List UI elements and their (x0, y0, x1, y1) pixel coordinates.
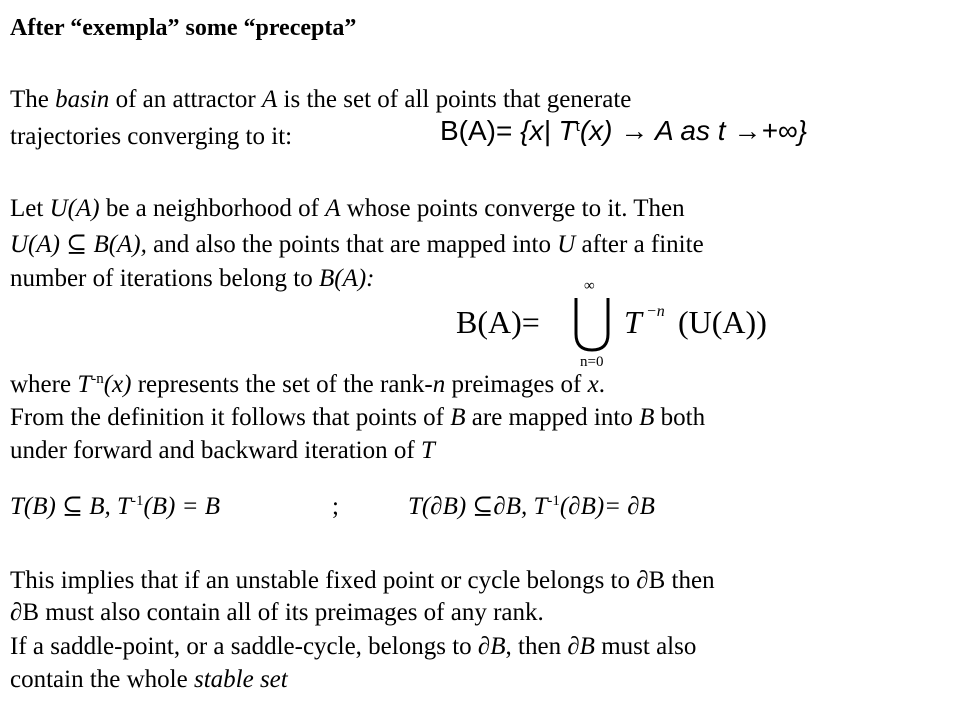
eq-backward: (B) = B (143, 493, 221, 520)
text: trajectories converging to it: (10, 123, 293, 150)
var-B: B (450, 404, 466, 431)
text: be a neighborhood of (99, 195, 326, 222)
boundary-B: ∂B (567, 633, 595, 660)
implication-line-3 (10, 632, 696, 662)
var-n: n (432, 371, 446, 398)
text: where (10, 371, 78, 398)
superscript: -1 (547, 493, 560, 509)
superscript: -1 (130, 493, 144, 509)
set-open: {x| T (520, 115, 576, 146)
set-rest: (x) → A as t →+∞} (579, 115, 807, 146)
var-T: T (77, 371, 92, 398)
eq-boundary-backward: (∂B)= ∂B (559, 493, 655, 520)
var-A: A (325, 195, 341, 222)
separator: ; (332, 493, 339, 520)
text: after a finite (575, 231, 704, 258)
eq-forward: T(B) ⊆ B, T (10, 493, 131, 520)
text: number of iterations belong to (10, 265, 319, 292)
implication-line-2: ∂B must also contain all of its preimages of any rank. (10, 599, 544, 626)
stable-set-term: stable set (193, 666, 288, 693)
invariance-equations (10, 492, 655, 522)
formula-T: T (624, 304, 642, 340)
superscript-t: t (575, 118, 580, 135)
var-BA: B(A): (318, 265, 375, 292)
var-B: B (639, 404, 655, 431)
neigh-line-2 (10, 230, 704, 260)
basin-definition (440, 116, 807, 146)
text: both (654, 404, 706, 431)
formula-lhs: B(A)= (456, 304, 540, 340)
text: Let (10, 195, 50, 222)
basin-line-1 (10, 85, 631, 115)
var-T: T (420, 437, 435, 464)
basin-lhs: B(A)= (440, 115, 513, 146)
formula-argument: (U(A)) (678, 304, 767, 340)
text: is the set of all points that generate (277, 86, 632, 113)
var-x: (x) (103, 371, 132, 398)
text: are mapped into (465, 404, 640, 431)
eq-boundary-forward: T(∂B) ⊆∂B, T (408, 493, 548, 520)
text: under forward and backward iteration of (10, 437, 421, 464)
text: From the definition it follows that points of (10, 404, 451, 431)
text: must also (594, 633, 697, 660)
boundary-equations (408, 492, 655, 522)
text: and also the points that are mapped into (146, 231, 558, 258)
var-BA: B(A), (93, 231, 147, 258)
text: , then (505, 633, 568, 660)
text: whose points converge to it. Then (340, 195, 685, 222)
preimage-line-3 (10, 436, 435, 466)
text: of an attractor (109, 86, 263, 113)
preimage-line-2 (10, 403, 705, 433)
formula-lower: n=0 (580, 354, 604, 368)
neigh-line-3 (10, 264, 375, 294)
text: preimages of (445, 371, 588, 398)
text: . (598, 371, 605, 398)
slide-title: After “exempla” some “precepta” (10, 15, 357, 41)
var-A: A (262, 86, 278, 113)
var-x: x (587, 371, 599, 398)
subset-symbol: ⊆ (59, 231, 94, 258)
boundary-B: ∂B (477, 633, 506, 660)
text: If a saddle-point, or a saddle-cycle, belongs to (10, 633, 478, 660)
big-union-symbol (576, 298, 608, 350)
union-formula (456, 278, 796, 368)
text: represents the set of the rank- (131, 371, 433, 398)
formula-upper: ∞ (584, 278, 595, 294)
var-UA: U(A) (10, 231, 60, 258)
text: The (10, 86, 56, 113)
implication-line-4 (10, 665, 288, 695)
preimage-line-1 (10, 370, 605, 400)
basin-term: basin (55, 86, 110, 113)
implication-line-1: This implies that if an unstable fixed point or cycle belongs to ∂B then (10, 567, 715, 594)
formula-exponent: −n (646, 303, 665, 320)
neigh-line-1 (10, 194, 685, 224)
superscript: -n (91, 371, 104, 387)
var-UA: U(A) (49, 195, 100, 222)
var-U: U (557, 231, 576, 258)
text: contain the whole (10, 666, 194, 693)
